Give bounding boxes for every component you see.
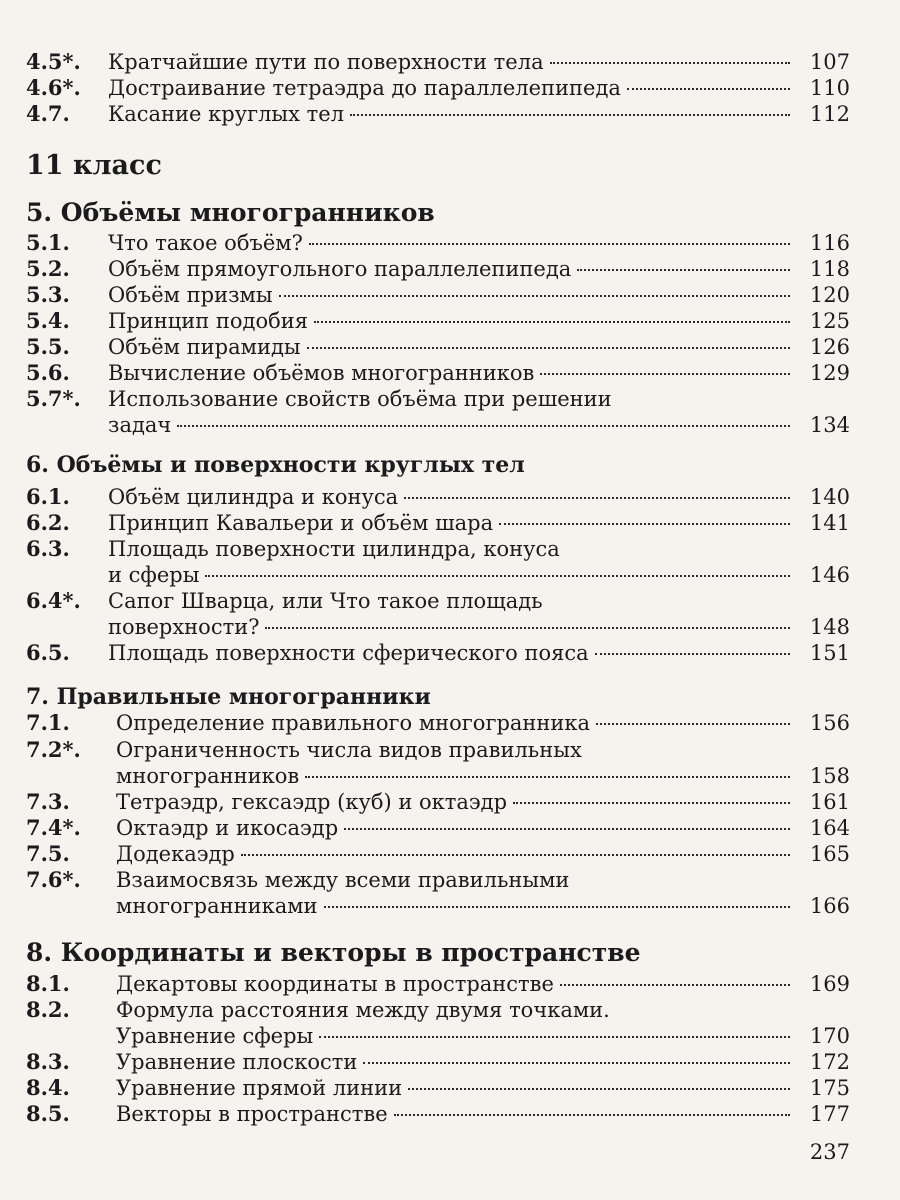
entry-title: Принцип подобия xyxy=(108,309,309,333)
entry-title: Достраивание тетраэдра до параллелепипеда xyxy=(108,76,621,100)
page-number: 165 xyxy=(809,842,850,866)
leader-dots xyxy=(404,497,790,499)
leader-dots xyxy=(499,523,790,525)
toc-entry[interactable]: 8.2. Формула расстояния между двумя точками. Уравнение сферы 170 xyxy=(26,997,850,1048)
entry-title: Объём пирамиды xyxy=(108,335,301,359)
entry-title-cont: поверхности? xyxy=(108,615,260,639)
page-number: 146 xyxy=(809,563,850,587)
entry-title: Октаэдр и икосаэдр xyxy=(116,816,339,840)
leader-dots xyxy=(319,1036,790,1038)
toc-entry[interactable]: 5.2. Объём прямоугольного параллелепипеда 118 xyxy=(26,256,850,281)
page-number: 140 xyxy=(809,485,850,509)
leader-dots xyxy=(314,321,790,323)
leader-dots xyxy=(265,627,790,629)
page-number: 172 xyxy=(809,1050,850,1074)
entry-title: Площадь поверхности сферического пояса xyxy=(108,641,589,665)
toc-entry[interactable]: 5.4. Принцип подобия 125 xyxy=(26,308,850,333)
page-number: 116 xyxy=(809,231,850,255)
chapter-7-title: 7. Правильные многогранники xyxy=(26,684,431,710)
page-number: 156 xyxy=(809,711,850,735)
entry-title: Площадь поверхности цилиндра, конуса xyxy=(108,537,560,561)
entry-title: Формула расстояния между двумя точками. xyxy=(116,998,610,1022)
page-number: 151 xyxy=(809,641,850,665)
page-number: 158 xyxy=(809,764,850,788)
toc-entry[interactable]: 6.3. Площадь поверхности цилиндра, конуса и сферы 146 xyxy=(26,536,850,587)
entry-title: Что такое объём? xyxy=(108,231,303,255)
page-number: 170 xyxy=(809,1024,850,1048)
page-number: 107 xyxy=(809,50,850,74)
page-number: 161 xyxy=(809,790,850,814)
leader-dots xyxy=(350,114,790,116)
entry-title: Векторы в пространстве xyxy=(116,1102,388,1126)
leader-dots xyxy=(513,802,790,804)
toc-entry[interactable]: 7.4*. Октаэдр и икосаэдр 164 xyxy=(26,815,850,840)
leader-dots xyxy=(344,828,790,830)
leader-dots xyxy=(305,776,790,778)
leader-dots xyxy=(540,373,790,375)
page-number: 169 xyxy=(809,972,850,996)
entry-title: Додекаэдр xyxy=(116,842,235,866)
entry-title: Уравнение плоскости xyxy=(116,1050,358,1074)
leader-dots xyxy=(560,984,790,986)
entry-title: Определение правильного многогранника xyxy=(116,711,591,735)
toc-entry[interactable]: 4.5*. Кратчайшие пути по поверхности тела 107 xyxy=(26,49,850,74)
leader-dots xyxy=(279,295,790,297)
toc-entry[interactable]: 4.6*. Достраивание тетраэдра до параллелепипеда 110 xyxy=(26,75,850,100)
page-number: 129 xyxy=(809,361,850,385)
toc-entry[interactable]: 6.5. Площадь поверхности сферического пояса 151 xyxy=(26,640,850,665)
toc-entry[interactable]: 4.7. Касание круглых тел 112 xyxy=(26,101,850,126)
page-number: 164 xyxy=(809,816,850,840)
leader-dots xyxy=(577,269,790,271)
toc-entry[interactable]: 6.1. Объём цилиндра и конуса 140 xyxy=(26,484,850,509)
page-number: 148 xyxy=(809,615,850,639)
entry-title: Вычисление объёмов многогранников xyxy=(108,361,535,385)
page-number: 166 xyxy=(809,894,850,918)
toc-entry[interactable]: 8.5. Векторы в пространстве 177 xyxy=(26,1101,850,1126)
entry-title: Касание круглых тел xyxy=(108,102,345,126)
chapter-8-title: 8. Координаты и векторы в пространстве xyxy=(26,938,641,967)
toc-entry[interactable]: 7.6*. Взаимосвязь между всеми правильными многогранниками 166 xyxy=(26,867,850,918)
leader-dots xyxy=(309,243,790,245)
entry-title: Объём цилиндра и конуса xyxy=(108,485,399,509)
page-number: 120 xyxy=(809,283,850,307)
entry-title-cont: задач xyxy=(108,413,172,437)
entry-title-cont: многогранниками xyxy=(116,894,318,918)
page-number: 125 xyxy=(809,309,850,333)
leader-dots xyxy=(408,1088,790,1090)
leader-dots xyxy=(324,906,790,908)
toc-entry[interactable]: 7.3. Тетраэдр, гексаэдр (куб) и октаэдр 161 xyxy=(26,789,850,814)
page-number: 112 xyxy=(809,102,850,126)
leader-dots xyxy=(596,723,790,725)
page-number: 175 xyxy=(809,1076,850,1100)
toc-entry[interactable]: 7.2*. Ограниченность числа видов правильных многогранников 158 xyxy=(26,737,850,788)
chapter-6-title: 6. Объёмы и поверхности круглых тел xyxy=(26,452,525,478)
leader-dots xyxy=(241,854,790,856)
toc-entry[interactable]: 6.4*. Сапог Шварца, или Что такое площадь поверхности? 148 xyxy=(26,588,850,639)
leader-dots xyxy=(394,1114,790,1116)
toc-entry[interactable]: 5.7*. Использование свойств объёма при решении задач 134 xyxy=(26,386,850,437)
page-number: 118 xyxy=(809,257,850,281)
entry-title-cont: Уравнение сферы xyxy=(116,1024,314,1048)
toc-entry[interactable]: 6.2. Принцип Кавальери и объём шара 141 xyxy=(26,510,850,535)
page-number: 110 xyxy=(809,76,850,100)
leader-dots xyxy=(595,653,790,655)
entry-title-cont: и сферы xyxy=(108,563,200,587)
toc-entry[interactable]: 8.4. Уравнение прямой линии 175 xyxy=(26,1075,850,1100)
class-heading: 11 класс xyxy=(26,150,162,181)
toc-entry[interactable]: 5.3. Объём призмы 120 xyxy=(26,282,850,307)
toc-entry[interactable]: 7.1. Определение правильного многогранника 156 xyxy=(26,710,850,735)
entry-title: Тетраэдр, гексаэдр (куб) и октаэдр xyxy=(116,790,508,814)
leader-dots xyxy=(307,347,790,349)
page-number: 141 xyxy=(809,511,850,535)
page-number: 126 xyxy=(809,335,850,359)
entry-title: Ограниченность числа видов правильных xyxy=(116,738,582,762)
toc-entry[interactable]: 5.6. Вычисление объёмов многогранников 129 xyxy=(26,360,850,385)
toc-entry[interactable]: 8.3. Уравнение плоскости 172 xyxy=(26,1049,850,1074)
leader-dots xyxy=(550,62,790,64)
folio-page-number: 237 xyxy=(809,1140,850,1164)
entry-title: Уравнение прямой линии xyxy=(116,1076,403,1100)
leader-dots xyxy=(205,575,790,577)
page-number: 177 xyxy=(809,1102,850,1126)
entry-title: Взаимосвязь между всеми правильными xyxy=(116,868,570,892)
entry-title-cont: многогранников xyxy=(116,764,300,788)
entry-title: Сапог Шварца, или Что такое площадь xyxy=(108,589,543,613)
page-number: 134 xyxy=(809,413,850,437)
entry-title: Использование свойств объёма при решении xyxy=(108,387,612,411)
leader-dots xyxy=(177,425,790,427)
leader-dots xyxy=(363,1062,790,1064)
entry-title: Декартовы координаты в пространстве xyxy=(116,972,554,996)
entry-title: Объём прямоугольного параллелепипеда xyxy=(108,257,572,281)
toc-entry[interactable]: 7.5. Додекаэдр 165 xyxy=(26,841,850,866)
entry-title: Принцип Кавальери и объём шара xyxy=(108,511,494,535)
leader-dots xyxy=(627,88,790,90)
entry-title: Объём призмы xyxy=(108,283,273,307)
toc-entry[interactable]: 5.1. Что такое объём? 116 xyxy=(26,230,850,255)
toc-entry[interactable]: 8.1. Декартовы координаты в пространстве 169 xyxy=(26,971,850,996)
toc-entry[interactable]: 5.5. Объём пирамиды 126 xyxy=(26,334,850,359)
chapter-5-title: 5. Объёмы многогранников xyxy=(26,198,435,227)
entry-title: Кратчайшие пути по поверхности тела xyxy=(108,50,544,74)
